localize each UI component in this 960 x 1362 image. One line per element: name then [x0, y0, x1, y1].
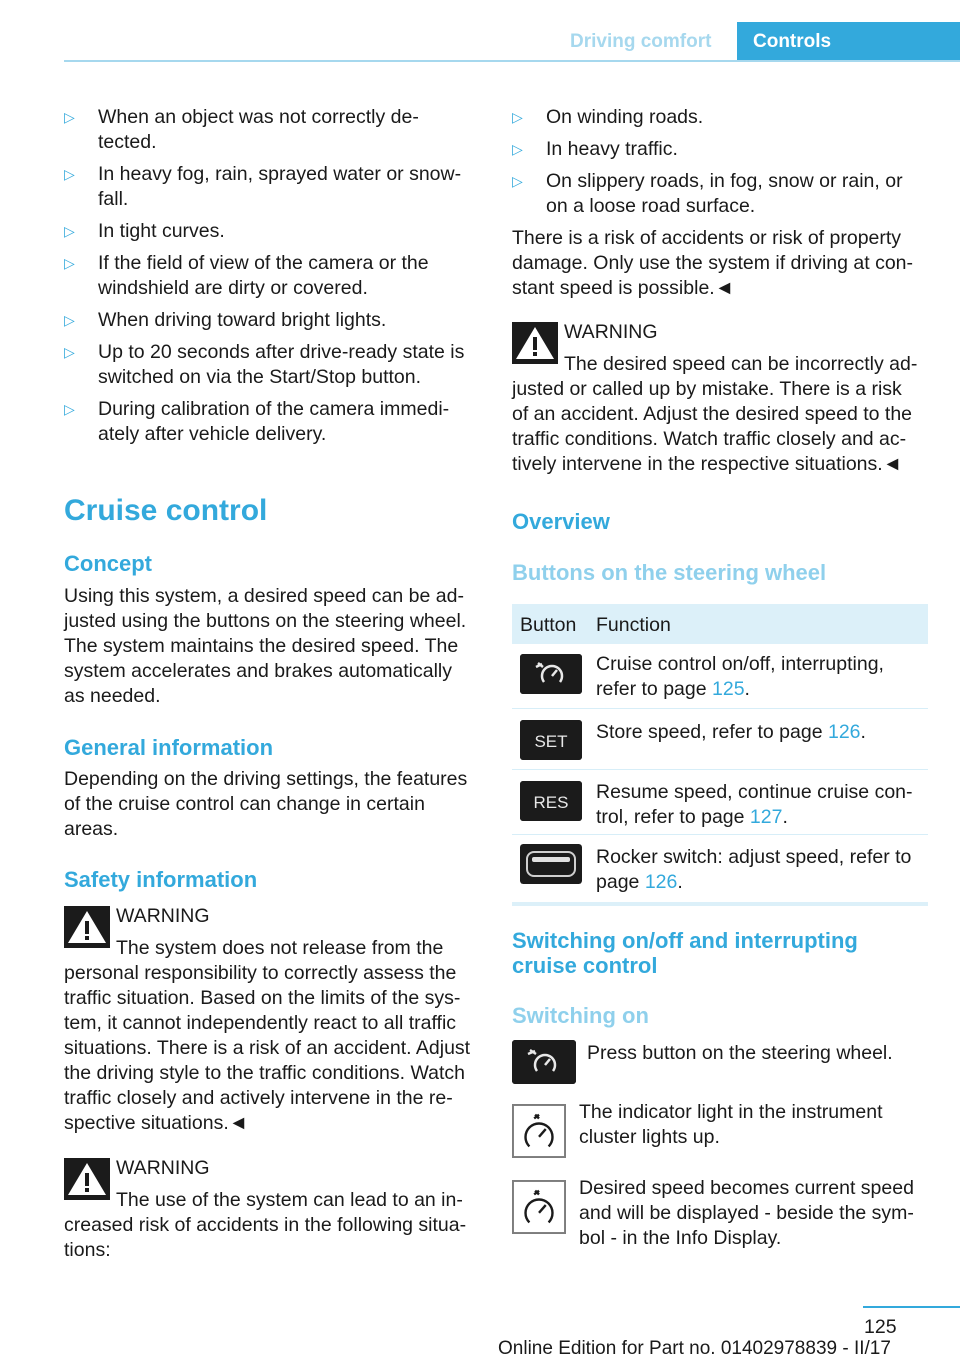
- table-row: [512, 644, 928, 709]
- res-button-icon: [520, 781, 582, 821]
- page-header: [0, 0, 960, 64]
- concept-text: Using this system, a desired speed can be ad- justed using the buttons on the steering wheel. The system maintains the desired speed. The system accelerates and brakes automatically as needed.: [64, 585, 467, 707]
- table-row: [512, 769, 928, 835]
- warning-title: WARNING: [564, 321, 658, 343]
- page-number: 125: [864, 1316, 897, 1338]
- table-header-button: Button: [520, 614, 577, 636]
- set-button-icon: [520, 720, 582, 760]
- list-item-text: In heavy fog, rain, sprayed water or snow- fall.: [98, 163, 462, 210]
- rocker-switch-icon: [520, 844, 582, 884]
- heading-overview: Overview: [512, 509, 610, 534]
- bullet-triangle-icon: ▷: [64, 166, 75, 182]
- heading-switching-on: Switching on: [512, 1003, 649, 1028]
- bullet-triangle-icon: ▷: [64, 312, 75, 328]
- risk-text: There is a risk of accidents or risk of property damage. Only use the system if driving at con- stant speed is possible.◄: [512, 227, 914, 299]
- table-bottom-rule: [512, 902, 928, 906]
- heading-safety-information: Safety information: [64, 867, 258, 892]
- bullet-triangle-icon: ▷: [64, 401, 75, 417]
- table-cell-function: Store speed, refer to page 126.: [596, 721, 866, 743]
- bullet-triangle-icon: ▷: [64, 223, 75, 239]
- list-item-text: When driving toward bright lights.: [98, 309, 387, 331]
- list-item-text: Up to 20 seconds after drive-ready state is switched on via the Start/Stop button.: [98, 341, 465, 388]
- page-number-rule: [863, 1306, 960, 1308]
- edition-footer: Online Edition for Part no. 01402978839 - II/17: [498, 1338, 891, 1359]
- svg-text:SET: SET: [534, 732, 568, 751]
- heading-cruise-control: Cruise control: [64, 494, 268, 527]
- table-cell-function: Resume speed, continue cruise con- trol, refer to page 127.: [596, 781, 913, 828]
- chapter-tab-label: Controls: [753, 31, 832, 52]
- cruise-control-button-icon: [520, 654, 582, 694]
- warning-text: The system does not release from the personal responsibility to correctly assess the traffic situation. Based on the limits of the sys- tem, it cannot independently react to all traffic situations. There is a risk of an accident. Adjust the driving style to the traffic conditions. Watch traffic closely and actively intervene in the re- spective situations.◄: [64, 937, 471, 1134]
- page-link[interactable]: 126: [827, 721, 861, 743]
- cruise-indicator-icon: [512, 1104, 566, 1158]
- bullet-triangle-icon: ▷: [512, 173, 523, 189]
- warning-text: The desired speed can be incorrectly ad- justed or called up by mistake. There is a risk of an accident. Adjust the desired speed to the traffic conditions. Watch traffic closely and ac- tively intervene in the respective situations.◄: [512, 353, 918, 475]
- heading-general-information: General information: [64, 735, 274, 760]
- bullet-triangle-icon: ▷: [64, 109, 75, 125]
- cruise-control-button-icon: [512, 1040, 576, 1084]
- list-item-text: On slippery roads, in fog, snow or rain, or on a loose road surface.: [546, 170, 903, 217]
- list-item-text: If the field of view of the camera or the windshield are dirty or covered.: [98, 252, 429, 299]
- table-cell-function: Cruise control on/off, interrupting, refer to page 125.: [596, 653, 884, 700]
- heading-concept: Concept: [64, 551, 152, 576]
- table-header-function: Function: [596, 614, 671, 636]
- table-row: [512, 834, 928, 900]
- warning-title: WARNING: [116, 905, 210, 927]
- page-link[interactable]: 127: [749, 806, 783, 828]
- page-link[interactable]: 126: [644, 871, 678, 893]
- heading-switching-on-off: Switching on/off and interrupting cruise control: [512, 928, 858, 978]
- general-information-text: Depending on the driving settings, the features of the cruise control can change in certain areas.: [64, 768, 468, 840]
- header-rule: [64, 60, 960, 62]
- svg-text:RES: RES: [533, 793, 569, 812]
- table-row: [512, 708, 928, 770]
- section-title: Driving comfort: [570, 31, 712, 52]
- list-item-text: When an object was not correctly de- tected.: [98, 106, 419, 153]
- table-cell-function: Rocker switch: adjust speed, refer to page 126.: [596, 846, 912, 893]
- indicator-light-text: The indicator light in the instrument cluster lights up.: [579, 1101, 883, 1148]
- bullet-triangle-icon: ▷: [512, 109, 523, 125]
- warning-text: The use of the system can lead to an in- creased risk of accidents in the following situa- tions:: [64, 1189, 467, 1261]
- table-header: [512, 604, 928, 644]
- list-item-text: In heavy traffic.: [546, 138, 678, 160]
- bullet-triangle-icon: ▷: [64, 255, 75, 271]
- desired-speed-text: Desired speed becomes current speed and will be displayed - beside the sym- bol - in the Info Display.: [579, 1177, 914, 1249]
- list-item-text: In tight curves.: [98, 220, 225, 242]
- page-link[interactable]: 125: [712, 678, 745, 700]
- bullet-triangle-icon: ▷: [512, 141, 523, 157]
- chapter-tab: [737, 22, 960, 62]
- cruise-indicator-icon: [512, 1180, 566, 1234]
- list-item-text: During calibration of the camera immedi- ately after vehicle delivery.: [98, 398, 450, 445]
- list-item-text: On winding roads.: [546, 106, 704, 128]
- warning-title: WARNING: [116, 1157, 210, 1179]
- press-button-text: Press button on the steering wheel.: [587, 1042, 893, 1064]
- heading-buttons-steering-wheel: Buttons on the steering wheel: [512, 560, 827, 585]
- bullet-triangle-icon: ▷: [64, 344, 75, 360]
